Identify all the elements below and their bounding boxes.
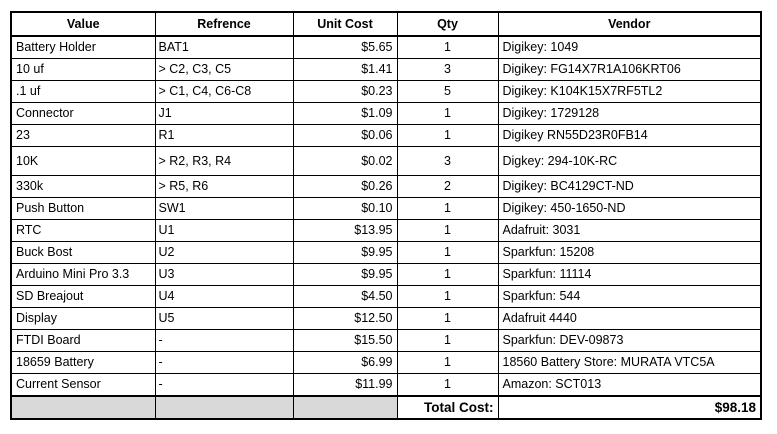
cell-qty: 1 xyxy=(397,352,498,374)
cell-qty: 1 xyxy=(397,36,498,59)
table-row xyxy=(11,59,761,81)
cell-vendor: Amazon: SCT013 xyxy=(498,374,761,397)
bom-table xyxy=(10,11,762,420)
cell-reference: - xyxy=(155,374,293,397)
cell-unit-cost: $4.50 xyxy=(293,286,397,308)
table-row xyxy=(11,286,761,308)
table-row xyxy=(11,36,761,59)
cell-reference: J1 xyxy=(155,103,293,125)
cell-vendor: Adafruit 4440 xyxy=(498,308,761,330)
cell-reference: > R5, R6 xyxy=(155,176,293,198)
table-row xyxy=(11,125,761,147)
cell-qty: 5 xyxy=(397,81,498,103)
cell-reference: > C1, C4, C6-C8 xyxy=(155,81,293,103)
header-unit-cost: Unit Cost xyxy=(293,12,397,36)
header-row xyxy=(11,12,761,36)
cell-value: 23 xyxy=(11,125,155,147)
cell-unit-cost: $9.95 xyxy=(293,264,397,286)
cell-unit-cost: $6.99 xyxy=(293,352,397,374)
cell-reference: U3 xyxy=(155,264,293,286)
cell-vendor: Digikey: 1729128 xyxy=(498,103,761,125)
cell-unit-cost: $12.50 xyxy=(293,308,397,330)
cell-reference: R1 xyxy=(155,125,293,147)
empty-cell xyxy=(155,396,293,419)
cell-qty: 3 xyxy=(397,59,498,81)
cell-vendor: Digikey: 1049 xyxy=(498,36,761,59)
cell-vendor: Digikey: K104K15X7RF5TL2 xyxy=(498,81,761,103)
header-value: Value xyxy=(11,12,155,36)
table-row xyxy=(11,176,761,198)
cell-value: Connector xyxy=(11,103,155,125)
cell-vendor: Digkey: 294-10K-RC xyxy=(498,147,761,176)
cell-qty: 1 xyxy=(397,374,498,397)
cell-reference: U1 xyxy=(155,220,293,242)
cell-qty: 1 xyxy=(397,103,498,125)
cell-qty: 1 xyxy=(397,220,498,242)
cell-value: Battery Holder xyxy=(11,36,155,59)
cell-unit-cost: $0.10 xyxy=(293,198,397,220)
cell-qty: 1 xyxy=(397,264,498,286)
cell-reference: U2 xyxy=(155,242,293,264)
cell-unit-cost: $0.23 xyxy=(293,81,397,103)
cell-qty: 2 xyxy=(397,176,498,198)
cell-value: Buck Bost xyxy=(11,242,155,264)
cell-vendor: Digikey: 450-1650-ND xyxy=(498,198,761,220)
cell-vendor: Digikey RN55D23R0FB14 xyxy=(498,125,761,147)
table-row xyxy=(11,220,761,242)
table-row xyxy=(11,264,761,286)
table-row xyxy=(11,198,761,220)
cell-qty: 1 xyxy=(397,125,498,147)
cell-value: Display xyxy=(11,308,155,330)
cell-vendor: Digikey: BC4129CT-ND xyxy=(498,176,761,198)
table-row xyxy=(11,352,761,374)
cell-vendor: Digikey: FG14X7R1A106KRT06 xyxy=(498,59,761,81)
cell-reference: > C2, C3, C5 xyxy=(155,59,293,81)
cell-unit-cost: $0.06 xyxy=(293,125,397,147)
cell-qty: 1 xyxy=(397,330,498,352)
cell-qty: 1 xyxy=(397,242,498,264)
cell-qty: 1 xyxy=(397,286,498,308)
cell-value: 330k xyxy=(11,176,155,198)
cell-value: Arduino Mini Pro 3.3 xyxy=(11,264,155,286)
cell-reference: > R2, R3, R4 xyxy=(155,147,293,176)
total-cost-value: $98.18 xyxy=(498,396,761,419)
cell-reference: U4 xyxy=(155,286,293,308)
cell-value: 10 uf xyxy=(11,59,155,81)
cell-value: RTC xyxy=(11,220,155,242)
cell-reference: U5 xyxy=(155,308,293,330)
empty-cell xyxy=(293,396,397,419)
cell-unit-cost: $1.41 xyxy=(293,59,397,81)
table-row xyxy=(11,242,761,264)
cell-value: FTDI Board xyxy=(11,330,155,352)
table-row xyxy=(11,330,761,352)
cell-qty: 1 xyxy=(397,308,498,330)
cell-unit-cost: $0.02 xyxy=(293,147,397,176)
cell-unit-cost: $11.99 xyxy=(293,374,397,397)
cell-unit-cost: $1.09 xyxy=(293,103,397,125)
cell-vendor: Adafruit: 3031 xyxy=(498,220,761,242)
table-row xyxy=(11,81,761,103)
total-row xyxy=(11,396,761,419)
empty-cell xyxy=(11,396,155,419)
cell-value: SD Breajout xyxy=(11,286,155,308)
header-vendor: Vendor xyxy=(498,12,761,36)
cell-vendor: Sparkfun: DEV-09873 xyxy=(498,330,761,352)
cell-reference: - xyxy=(155,352,293,374)
cell-value: 10K xyxy=(11,147,155,176)
cell-unit-cost: $13.95 xyxy=(293,220,397,242)
cell-reference: - xyxy=(155,330,293,352)
table-row xyxy=(11,374,761,397)
cell-value: Current Sensor xyxy=(11,374,155,397)
header-qty: Qty xyxy=(397,12,498,36)
cell-qty: 1 xyxy=(397,198,498,220)
cell-vendor: 18560 Battery Store: MURATA VTC5A xyxy=(498,352,761,374)
total-cost-label: Total Cost: xyxy=(397,396,498,419)
cell-unit-cost: $9.95 xyxy=(293,242,397,264)
cell-vendor: Sparkfun: 544 xyxy=(498,286,761,308)
cell-value: Push Button xyxy=(11,198,155,220)
cell-reference: SW1 xyxy=(155,198,293,220)
table-row xyxy=(11,147,761,176)
cell-value: .1 uf xyxy=(11,81,155,103)
cell-unit-cost: $5.65 xyxy=(293,36,397,59)
cell-vendor: Sparkfun: 11114 xyxy=(498,264,761,286)
cell-unit-cost: $15.50 xyxy=(293,330,397,352)
cell-unit-cost: $0.26 xyxy=(293,176,397,198)
table-row xyxy=(11,308,761,330)
table-row xyxy=(11,103,761,125)
cell-value: 18659 Battery xyxy=(11,352,155,374)
table-body xyxy=(11,36,761,396)
cell-vendor: Sparkfun: 15208 xyxy=(498,242,761,264)
header-reference: Refrence xyxy=(155,12,293,36)
cell-qty: 3 xyxy=(397,147,498,176)
cell-reference: BAT1 xyxy=(155,36,293,59)
